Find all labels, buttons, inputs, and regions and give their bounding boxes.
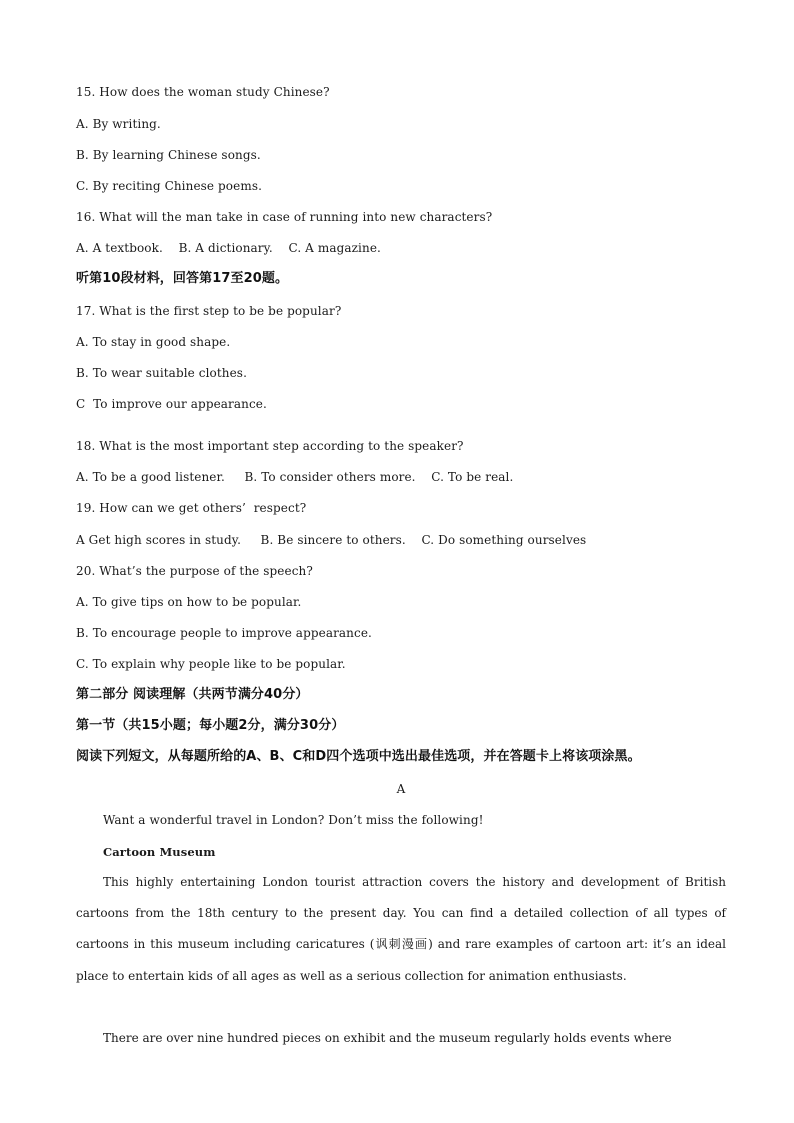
question-19: 19. How can we get others’ respect?	[76, 501, 307, 515]
section-1-heading: 第一节（共15小题；每小题2分，满分30分）	[76, 718, 345, 733]
part-2-heading: 第二部分 阅读理解（共两节满分40分）	[76, 687, 309, 702]
passage-intro: Want a wonderful travel in London? Don’t miss the following!	[103, 813, 484, 827]
passage-paragraph-1: This highly entertaining London tourist attraction covers the history and development of British cartoons from the 18th century to the present day. You can find a detailed collection of all types of cartoons in this museum including caricatures (讽刺漫画) and rare examples of cartoon art: it’s an ideal place to entertain kids of all ages as well as a serious collection for animation enthusiasts.	[76, 875, 726, 983]
q20-option-a: A. To give tips on how to be popular.	[76, 595, 302, 609]
question-20: 20. What’s the purpose of the speech?	[76, 564, 313, 578]
section-10-heading: 听第10段材料，回答第17至20题。	[76, 271, 289, 286]
q18-options: A. To be a good listener. B. To consider others more. C. To be real.	[76, 470, 514, 484]
question-16: 16. What will the man take in case of running into new characters?	[76, 210, 493, 224]
q17-option-b: B. To wear suitable clothes.	[76, 366, 247, 380]
q20-option-c: C. To explain why people like to be popular.	[76, 657, 346, 671]
question-17: 17. What is the first step to be be popular?	[76, 304, 342, 318]
reading-instructions: 阅读下列短文，从每题所给的A、B、C和D四个选项中选出最佳选项，并在答题卡上将该项涂黑。	[76, 749, 641, 764]
q15-option-c: C. By reciting Chinese poems.	[76, 179, 262, 193]
q15-option-a: A. By writing.	[76, 117, 161, 131]
question-18: 18. What is the most important step according to the speaker?	[76, 439, 464, 453]
q15-option-b: B. By learning Chinese songs.	[76, 148, 261, 162]
passage-paragraph-2: There are over nine hundred pieces on exhibit and the museum regularly holds events where	[103, 1031, 672, 1045]
q17-option-c: C To improve our appearance.	[76, 397, 267, 411]
q16-options: A. A textbook. B. A dictionary. C. A magazine.	[76, 241, 381, 255]
passage-label: A	[396, 782, 406, 796]
q17-option-a: A. To stay in good shape.	[76, 335, 231, 349]
question-15: 15. How does the woman study Chinese?	[76, 85, 330, 99]
passage-subheading: Cartoon Museum	[103, 845, 216, 859]
q20-option-b: B. To encourage people to improve appearance.	[76, 626, 372, 640]
q19-options: A Get high scores in study. B. Be sincere to others. C. Do something ourselves	[76, 533, 587, 547]
